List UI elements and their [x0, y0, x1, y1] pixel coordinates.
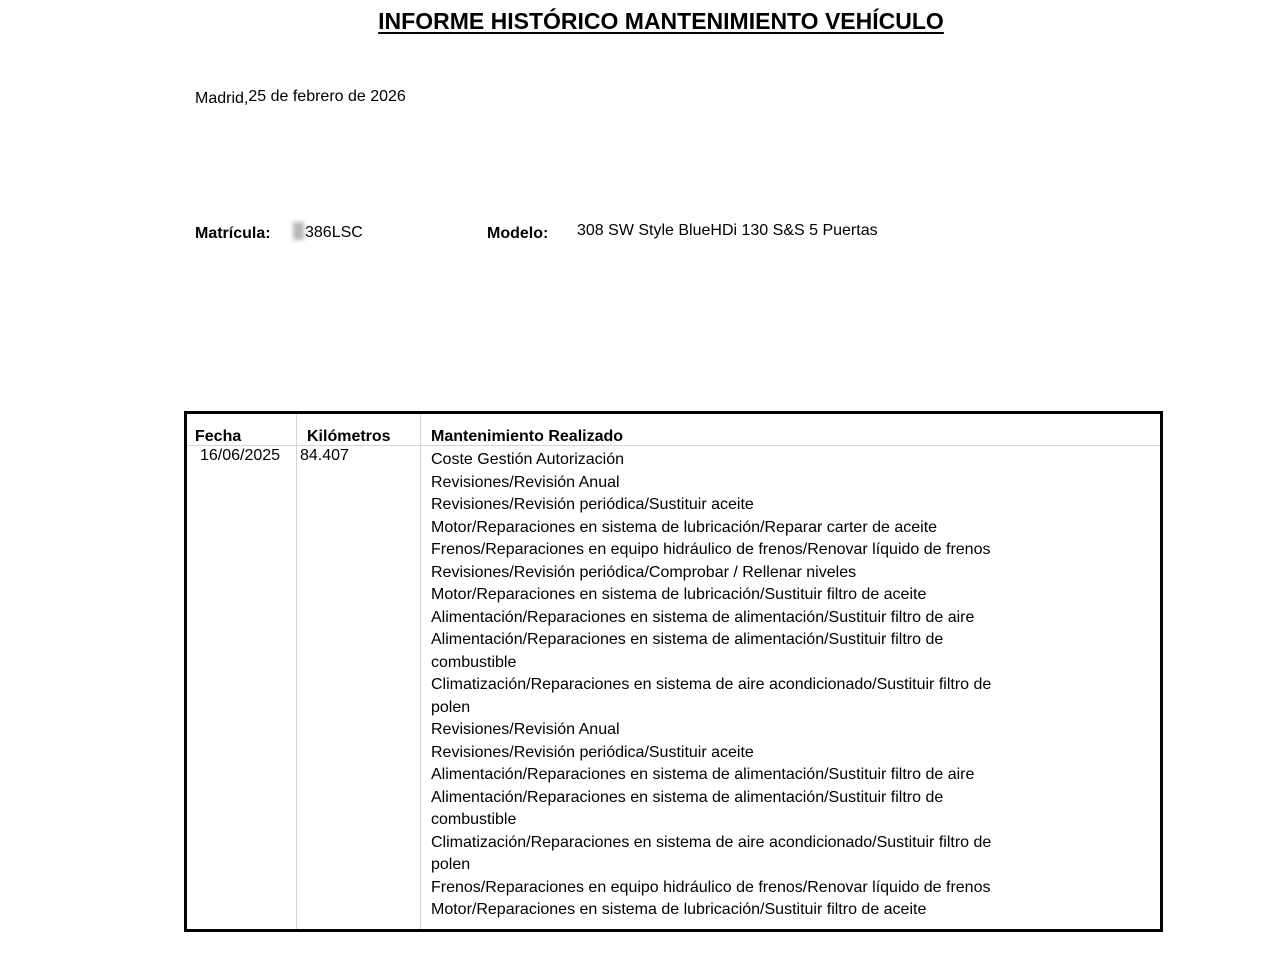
maintenance-item: Revisiones/Revisión Anual: [431, 721, 620, 738]
maintenance-item: Coste Gestión Autorización: [431, 451, 624, 468]
document-title: INFORME HISTÓRICO MANTENIMIENTO VEHÍCULO: [378, 8, 944, 34]
maintenance-item: Motor/Reparaciones en sistema de lubricación/Reparar carter de aceite: [431, 518, 938, 536]
column-divider: [296, 414, 297, 929]
row-km: 84.407: [300, 447, 349, 464]
report-date: 25 de febrero de 2026: [248, 88, 406, 105]
maintenance-table: [184, 411, 1163, 932]
maintenance-item: Alimentación/Reparaciones en sistema de alimentación/Sustituir filtro de combustible: [431, 788, 944, 828]
maintenance-item: Revisiones/Revisión periódica/Comprobar / Rellenar niveles: [431, 563, 857, 581]
maintenance-item: Motor/Reparaciones en sistema de lubricación/Sustituir filtro de aceite: [431, 586, 927, 603]
header-date: Fecha: [195, 428, 242, 445]
maintenance-item: Alimentación/Reparaciones en sistema de alimentación/Sustituir filtro de aire: [431, 766, 975, 783]
header-km: Kilómetros: [307, 428, 391, 445]
plate-label: Matrícula:: [195, 225, 271, 242]
maintenance-item: Alimentación/Reparaciones en sistema de alimentación/Sustituir filtro de aire: [431, 608, 975, 626]
model-value: 308 SW Style BlueHDi 130 S&S 5 Puertas: [577, 222, 878, 239]
maintenance-item: Climatización/Reparaciones en sistema de aire acondicionado/Sustituir filtro de polen: [431, 676, 992, 716]
maintenance-item: Revisiones/Revisión periódica/Sustituir aceite: [431, 496, 754, 513]
plate-value: 386LSC: [305, 224, 363, 241]
row-date: 16/06/2025: [200, 447, 281, 464]
maintenance-item: Motor/Reparaciones en sistema de lubricación/Sustituir filtro de aceite: [431, 901, 927, 918]
maintenance-item: Frenos/Reparaciones en equipo hidráulico de frenos/Renovar líquido de frenos: [431, 541, 991, 558]
plate-field: [293, 222, 363, 242]
maintenance-item: Revisiones/Revisión periódica/Sustituir aceite: [431, 743, 754, 761]
city-label: Madrid,: [195, 90, 249, 107]
column-divider: [420, 414, 421, 929]
maintenance-item: Climatización/Reparaciones en sistema de aire acondicionado/Sustituir filtro de polen: [431, 833, 992, 873]
dateline: [195, 88, 406, 106]
maintenance-list: [431, 449, 1031, 922]
maintenance-item: Revisiones/Revisión Anual: [431, 473, 620, 491]
maintenance-item: Alimentación/Reparaciones en sistema de alimentación/Sustituir filtro de combustible: [431, 631, 944, 671]
header-maintenance: Mantenimiento Realizado: [431, 428, 624, 445]
model-label: Modelo:: [487, 225, 549, 242]
maintenance-item: Frenos/Reparaciones en equipo hidráulico de frenos/Renovar líquido de frenos: [431, 878, 991, 896]
redacted-mark: [293, 222, 304, 240]
